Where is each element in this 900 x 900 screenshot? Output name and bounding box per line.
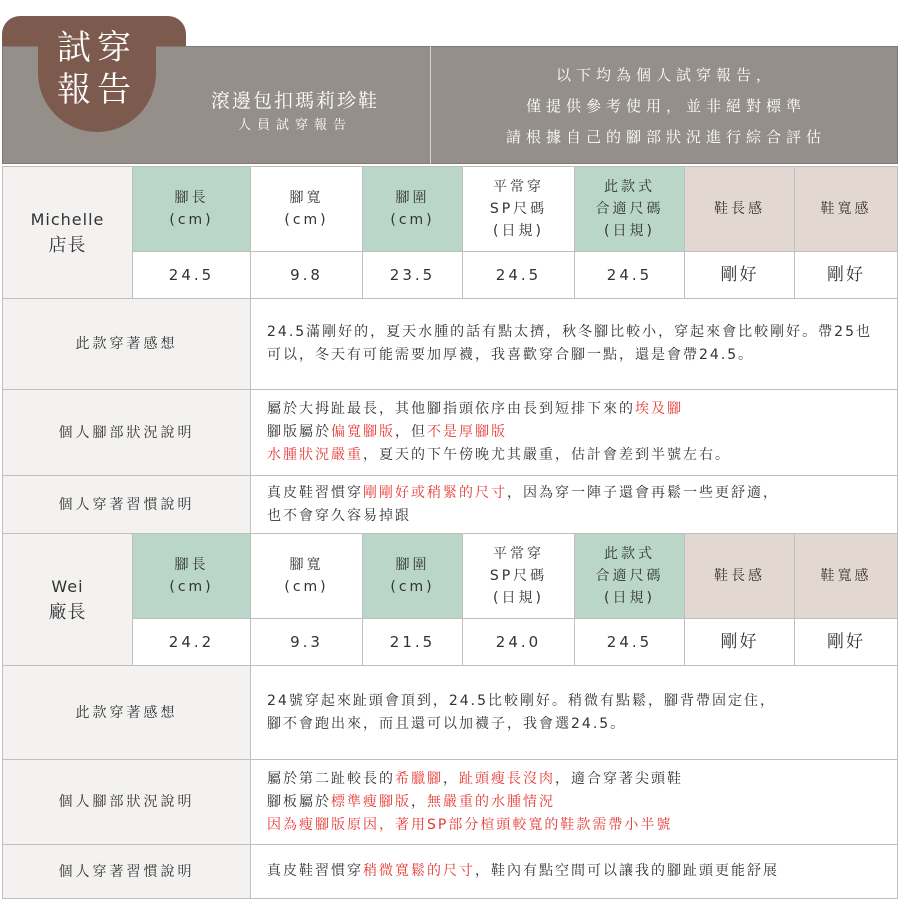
value-foot-length: 24.2 (132, 618, 251, 666)
highlight-text: 水腫狀況嚴重 (267, 447, 363, 463)
report-header (0, 0, 900, 166)
text: 真皮鞋習慣穿 (267, 484, 363, 501)
text: ， (443, 770, 459, 787)
col-label: 平常穿 (493, 546, 544, 562)
col-unit: (cm) (390, 212, 435, 228)
habit-text (250, 844, 898, 899)
highlight-text: 不是厚腳版 (427, 424, 507, 440)
condition-line-1 (267, 398, 887, 421)
text: 腳板屬於 (267, 793, 331, 810)
value-foot-width: 9.8 (250, 251, 363, 299)
label-habit: 個人穿著習慣說明 (2, 475, 251, 534)
disclaimer-line: 請根據自己的腳部狀況進行綜合評估 (505, 128, 826, 146)
label-foot-condition: 個人腳部狀況說明 (2, 759, 251, 845)
col-length-feel: 鞋長感 (684, 533, 795, 619)
highlight-text: 希臘腳 (395, 770, 443, 787)
col-foot-width (250, 533, 363, 619)
condition-line-3: 因為瘦腳版原因，著用SP部分楦頭較寬的鞋款需帶小半號 (267, 816, 673, 833)
col-regular-size (462, 166, 575, 252)
col-label: 此款式 (604, 179, 655, 195)
person-name-cell (2, 166, 133, 299)
col-foot-girth (362, 166, 463, 252)
text: ， (411, 793, 427, 810)
col-label: 腳長 (174, 190, 209, 206)
col-foot-girth (362, 533, 463, 619)
text: 屬於大拇趾最長，其他腳指頭依序由長到短排下來的 (267, 401, 635, 417)
col-unit: (日規) (604, 223, 655, 239)
habit-line-2: 也不會穿久容易掉跟 (267, 507, 411, 524)
impression-text (250, 665, 898, 760)
person-title-zh: 廠長 (48, 601, 87, 623)
text: ，適合穿著尖頭鞋 (555, 770, 683, 787)
product-title: 滾邊包扣瑪莉珍鞋 (210, 90, 379, 112)
condition-line-3 (267, 444, 887, 467)
col-unit: (cm) (284, 579, 329, 595)
text: ，但 (395, 424, 427, 440)
value-fit-size: 24.5 (574, 618, 685, 666)
col-unit: (cm) (284, 212, 329, 228)
badge-line-2: 報告 (57, 70, 137, 110)
label-habit: 個人穿著習慣說明 (2, 844, 251, 899)
value-width-feel: 剛好 (794, 618, 898, 666)
disclaimer (432, 60, 900, 153)
disclaimer-line: 僅提供參考使用，並非絕對標準 (525, 97, 806, 115)
col-foot-length (132, 166, 251, 252)
condition-line-2 (267, 791, 887, 814)
impression-line-2: 腳不會跑出來，而且還可以加襪子，我會選24.5。 (267, 715, 627, 732)
highlight-text: 標準瘦腳版 (331, 793, 411, 810)
col-label: 腳寬 (289, 557, 324, 573)
value-foot-girth: 21.5 (362, 618, 463, 666)
value-length-feel: 剛好 (684, 251, 795, 299)
value-width-feel: 剛好 (794, 251, 898, 299)
value-regular-size: 24.5 (462, 251, 575, 299)
value-regular-size: 24.0 (462, 618, 575, 666)
person-name-cell (2, 533, 133, 666)
habit-line-1 (267, 860, 887, 883)
col-unit: (cm) (390, 579, 435, 595)
col-regular-size (462, 533, 575, 619)
product-subtitle: 人員試穿報告 (237, 118, 352, 133)
col-foot-width (250, 166, 363, 252)
col-unit: (日規) (493, 223, 544, 239)
habit-text (250, 475, 898, 534)
col-unit: (cm) (169, 212, 214, 228)
col-width-feel: 鞋寬感 (794, 533, 898, 619)
col-label: 平常穿 (493, 179, 544, 195)
value-length-feel: 剛好 (684, 618, 795, 666)
highlight-text: 無嚴重的水腫情況 (427, 793, 555, 810)
condition-line-1 (267, 768, 887, 791)
col-width-feel: 鞋寬感 (794, 166, 898, 252)
label-foot-condition: 個人腳部狀況說明 (2, 389, 251, 476)
value-fit-size: 24.5 (574, 251, 685, 299)
col-unit: (cm) (169, 579, 214, 595)
text: 腳版屬於 (267, 424, 331, 440)
col-label: 合適尺碼 (595, 568, 664, 584)
impression-paragraph: 24.5滿剛好的，夏天水腫的話有點太擠，秋冬腳比較小，穿起來會比較剛好。帶25也可以，冬天有可能需要加厚襪，我喜歡穿合腳一點，還是會帶24.5。 (267, 324, 872, 363)
text: ，因為穿一陣子還會再鬆一些更舒適， (507, 484, 779, 501)
col-unit: (日規) (493, 590, 544, 606)
person-name-en: Michelle (30, 209, 105, 229)
col-label: 腳圍 (395, 557, 430, 573)
text: ，夏天的下午傍晚尤其嚴重，估計會差到半號左右。 (363, 447, 731, 463)
highlight-text: 稍微寬鬆的尺寸 (363, 863, 475, 879)
value-foot-length: 24.5 (132, 251, 251, 299)
header-divider (430, 46, 431, 164)
col-unit: (日規) (604, 590, 655, 606)
label-impression: 此款穿著感想 (2, 665, 251, 760)
highlight-text: 趾頭瘦長沒肉 (459, 770, 555, 787)
trial-report-badge (38, 18, 156, 132)
text: ，鞋內有點空間可以讓我的腳趾頭更能舒展 (475, 863, 779, 879)
badge-line-1: 試穿 (57, 28, 137, 68)
condition-line-2 (267, 421, 887, 444)
habit-line-1 (267, 482, 887, 505)
highlight-text: 偏寬腳版 (331, 424, 395, 440)
highlight-text: 埃及腳 (635, 401, 683, 417)
col-label: SP尺碼 (489, 201, 548, 217)
col-fit-size (574, 166, 685, 252)
value-foot-girth: 23.5 (362, 251, 463, 299)
col-foot-length (132, 533, 251, 619)
impression-line-1: 24號穿起來趾頭會頂到，24.5比較剛好。稍微有點鬆，腳背帶固定住， (267, 692, 776, 709)
disclaimer-line: 以下均為個人試穿報告， (555, 66, 776, 84)
highlight-text: 剛剛好或稍緊的尺寸 (363, 484, 507, 501)
impression-text (250, 298, 898, 390)
person-block-wei (0, 533, 900, 899)
col-label: 腳寬 (289, 190, 324, 206)
value-foot-width: 9.3 (250, 618, 363, 666)
col-label: 此款式 (604, 546, 655, 562)
col-label: SP尺碼 (489, 568, 548, 584)
person-title-zh: 店長 (48, 234, 87, 256)
person-block-michelle (0, 166, 900, 534)
label-impression: 此款穿著感想 (2, 298, 251, 390)
foot-condition-text (250, 759, 898, 845)
col-label: 腳圍 (395, 190, 430, 206)
col-length-feel: 鞋長感 (684, 166, 795, 252)
col-fit-size (574, 533, 685, 619)
col-label: 腳長 (174, 557, 209, 573)
col-label: 合適尺碼 (595, 201, 664, 217)
text: 屬於第二趾較長的 (267, 770, 395, 787)
text: 真皮鞋習慣穿 (267, 863, 363, 879)
person-name-en: Wei (51, 576, 84, 596)
foot-condition-text (250, 389, 898, 476)
